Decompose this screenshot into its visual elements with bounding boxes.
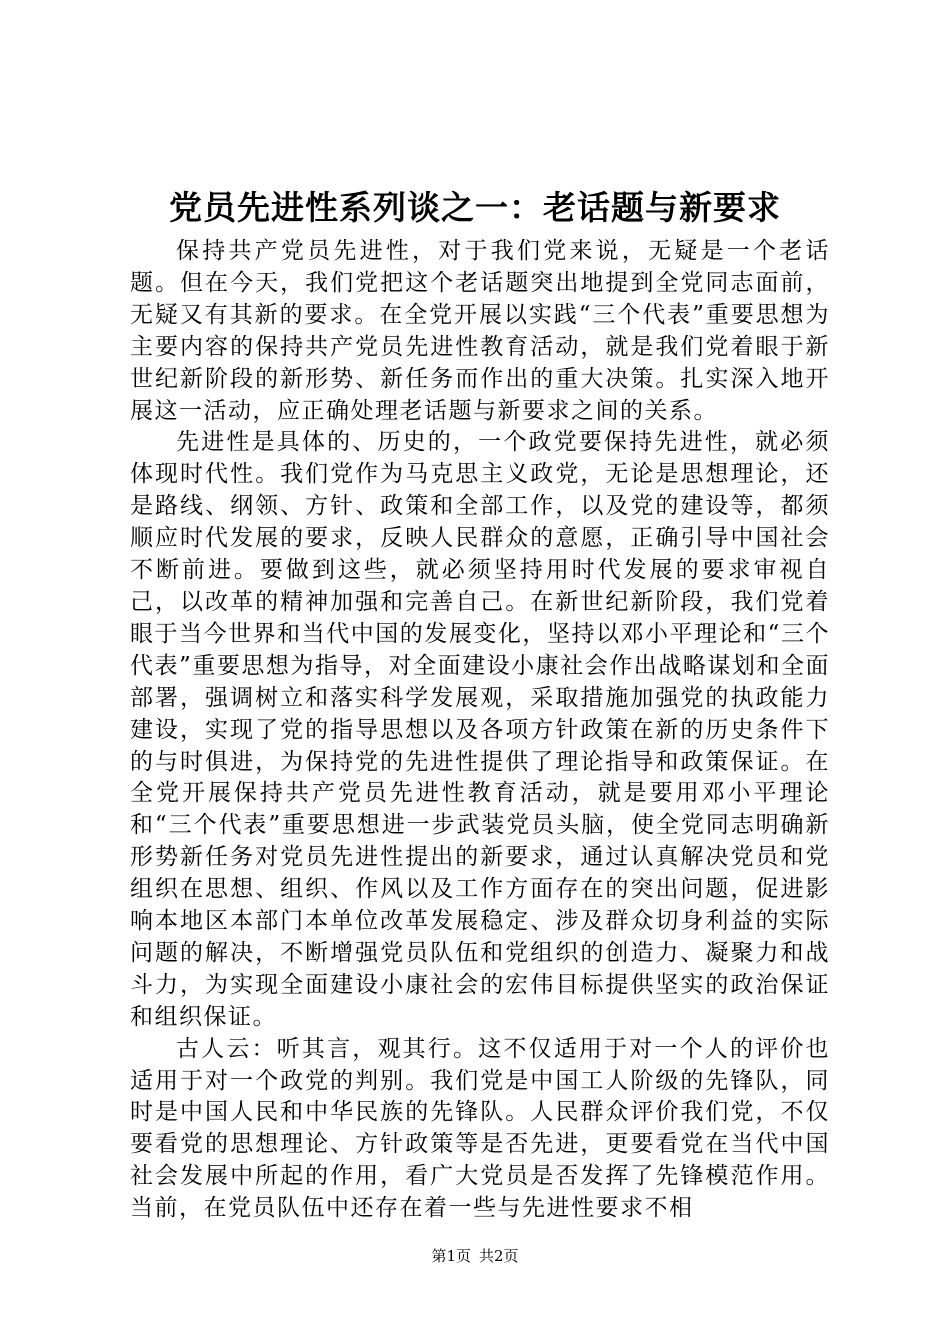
document-body bbox=[130, 236, 830, 1225]
paragraph-3: 古人云：听其言，观其行。这不仅适用于对一个人的评价也适用于对一个政党的判别。我们党是中国工人阶级的先锋队，同时是中国人民和中华民族的先锋队。人民群众评价我们党，不仅要看党的思想理论、方针政策等是否先进，更要看党在当代中国社会发展中所起的作用，看广大党员是否发挥了先锋模范作用。当前，在党员队伍中还存在着一些与先进性要求不相 bbox=[130, 1035, 830, 1222]
page-number: 第1页 bbox=[431, 1247, 471, 1265]
page-footer bbox=[0, 1246, 950, 1266]
page-total: 共2页 bbox=[479, 1247, 519, 1265]
paragraph-1: 保持共产党员先进性，对于我们党来说，无疑是一个老话题。但在今天，我们党把这个老话题突出地提到全党同志面前，无疑又有其新的要求。在全党开展以实践“三个代表”重要思想为主要内容的保持共产党员先进性教育活动，就是我们党着眼于新世纪新阶段的新形势、新任务而作出的重大决策。扎实深入地开展这一活动，应正确处理老话题与新要求之间的关系。 bbox=[130, 238, 830, 424]
document-title: 党员先进性系列谈之一：老话题与新要求 bbox=[169, 188, 781, 227]
paragraph-2: 先进性是具体的、历史的，一个政党要保持先进性，就必须体现时代性。我们党作为马克思主义政党，无论是思想理论，还是路线、纲领、方针、政策和全部工作，以及党的建设等，都须顺应时代发展的要求，反映人民群众的意愿，正确引导中国社会不断前进。要做到这些，就必须坚持用时代发展的要求审视自己，以改革的精神加强和完善自己。在新世纪新阶段，我们党着眼于当今世界和当代中国的发展变化，坚持以邓小平理论和“三个代表”重要思想为指导，对全面建设小康社会作出战略谋划和全面部署，强调树立和落实科学发展观，采取措施加强党的执政能力建设，实现了党的指导思想以及各项方针政策在新的历史条件下的与时俱进，为保持党的先进性提供了理论指导和政策保证。在全党开展保持共产党员先进性教育活动，就是要用邓小平理论和“三个代表”重要思想进一步武装党员头脑，使全党同志明确新形势新任务对党员先进性提出的新要求，通过认真解决党员和党组织在思想、组织、作风以及工作方面存在的突出问题，促进影响本地区本部门本单位改革发展稳定、涉及群众切身利益的实际问题的解决，不断增强党员队伍和党组织的创造力、凝聚力和战斗力，为实现全面建设小康社会的宏伟目标提供坚实的政治保证和组织保证。 bbox=[130, 429, 830, 1030]
